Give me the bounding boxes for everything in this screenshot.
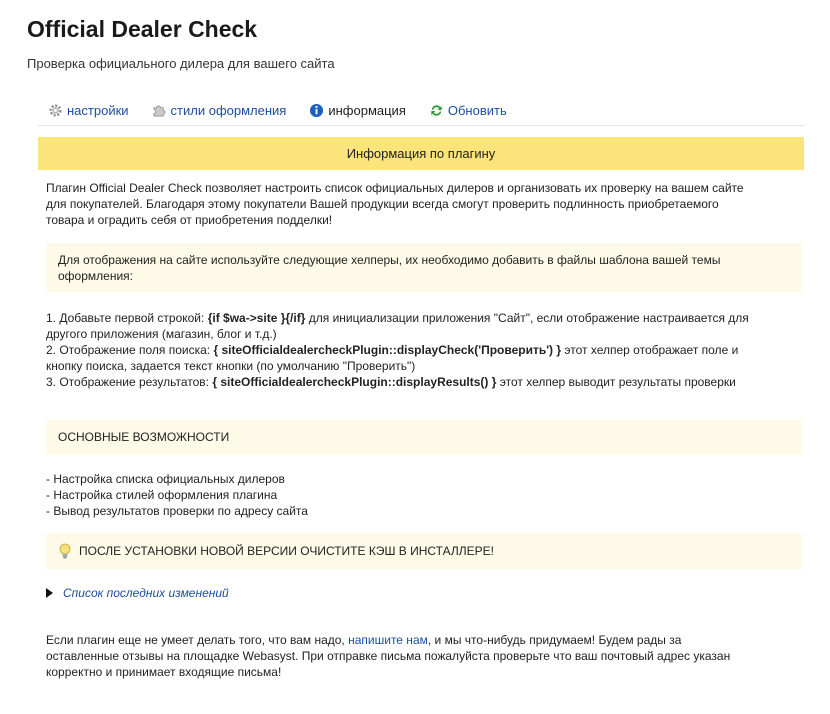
- list-item: - Вывод результатов проверки по адресу сайта: [46, 504, 308, 518]
- page-title: Official Dealer Check: [27, 16, 258, 42]
- helpers-note: Для отображения на сайте используйте следующие хелперы, их необходимо добавить в файлы шаблона вашей темы оформления:: [46, 243, 802, 292]
- tab-info[interactable]: [299, 96, 419, 124]
- helper-code: { siteOfficialdealercheckPlugin::displayCheck('Проверить') }: [213, 343, 562, 357]
- puzzle-icon: [152, 103, 167, 118]
- warning-text: ПОСЛЕ УСТАНОВКИ НОВОЙ ВЕРСИИ ОЧИСТИТЕ КЭШ В ИНСТАЛЛЕРЕ!: [79, 544, 494, 558]
- tab-refresh[interactable]: [419, 96, 520, 124]
- tab-bar: [38, 96, 804, 126]
- tab-styles[interactable]: [142, 96, 300, 124]
- contact-us-link[interactable]: напишите нам: [348, 633, 428, 647]
- page-subtitle: Проверка официального дилера для вашего сайта: [27, 56, 335, 71]
- tab-settings-label: настройки: [67, 102, 129, 118]
- changes-toggle[interactable]: [46, 586, 229, 600]
- tab-styles-label: стили оформления: [170, 102, 287, 118]
- intro-text: Плагин Official Dealer Check позволяет настроить список официальных дилеров и организовать их проверку на вашем сайте для покупателей. Благодаря этому покупатели Вашей продукции всегда смогут проверить подлинность приобретаемого товара и оградить себя от приобретения подделки!: [46, 181, 744, 227]
- info-icon: [309, 103, 324, 118]
- expand-triangle-icon[interactable]: [46, 588, 53, 598]
- features-heading: ОСНОВНЫЕ ВОЗМОЖНОСТИ: [46, 420, 802, 455]
- cache-warning: [46, 533, 802, 569]
- step-1: 1. Добавьте первой строкой: {if $wa->site }{/if} для инициализации приложения "Сайт", если отображение настраивается для: [46, 311, 749, 325]
- refresh-icon: [429, 103, 444, 118]
- gear-icon: [48, 103, 63, 118]
- lightbulb-icon: [58, 543, 72, 559]
- step-3: 3. Отображение результатов: { siteOfficialdealercheckPlugin::displayResults() } этот хелпер выводит результаты проверки: [46, 375, 736, 389]
- step-2: 2. Отображение поля поиска: { siteOfficialdealercheckPlugin::displayCheck('Проверить') } этот хелпер отображает поле и: [46, 343, 739, 357]
- helper-code: {if $wa->site }{/if}: [207, 311, 306, 325]
- footer-text: Если плагин еще не умеет делать того, что вам надо, напишите нам, и мы что-нибудь придумаем! Будем рады за оставленные отзывы на площадке Webasyst. При отправке письма пожалуйста проверьте что ваш почтовый адрес указан корректно и принимает входящие письма!: [46, 633, 731, 679]
- list-item: - Настройка списка официальных дилеров: [46, 472, 285, 486]
- tab-settings[interactable]: [38, 96, 142, 124]
- info-header-bar: Информация по плагину: [38, 137, 804, 170]
- helper-steps: 1. Добавьте первой строкой: {if $wa->site }{/if} для инициализации приложения "Сайт", если отображение настраивается для другого приложения (магазин, блог и т.д.) 2. Отображение поля поиска: { siteOfficialdealercheckPlugin::displayCheck('Проверить') } этот хелпер отображает поле и кнопку поиска, задается текст кнопки (по умолчанию "Проверить") 3. Отображение результатов: { siteOfficialdealercheckPlugin::displayResults() } этот хелпер выводит результаты проверки: [46, 311, 749, 389]
- features-list: [46, 471, 308, 519]
- tab-refresh-label: Обновить: [447, 102, 507, 118]
- list-item: - Настройка стилей оформления плагина: [46, 488, 278, 502]
- changes-link[interactable]: Список последних изменений: [63, 586, 229, 600]
- helper-code: { siteOfficialdealercheckPlugin::displayResults() }: [212, 375, 497, 389]
- tab-info-label: информация: [328, 102, 406, 118]
